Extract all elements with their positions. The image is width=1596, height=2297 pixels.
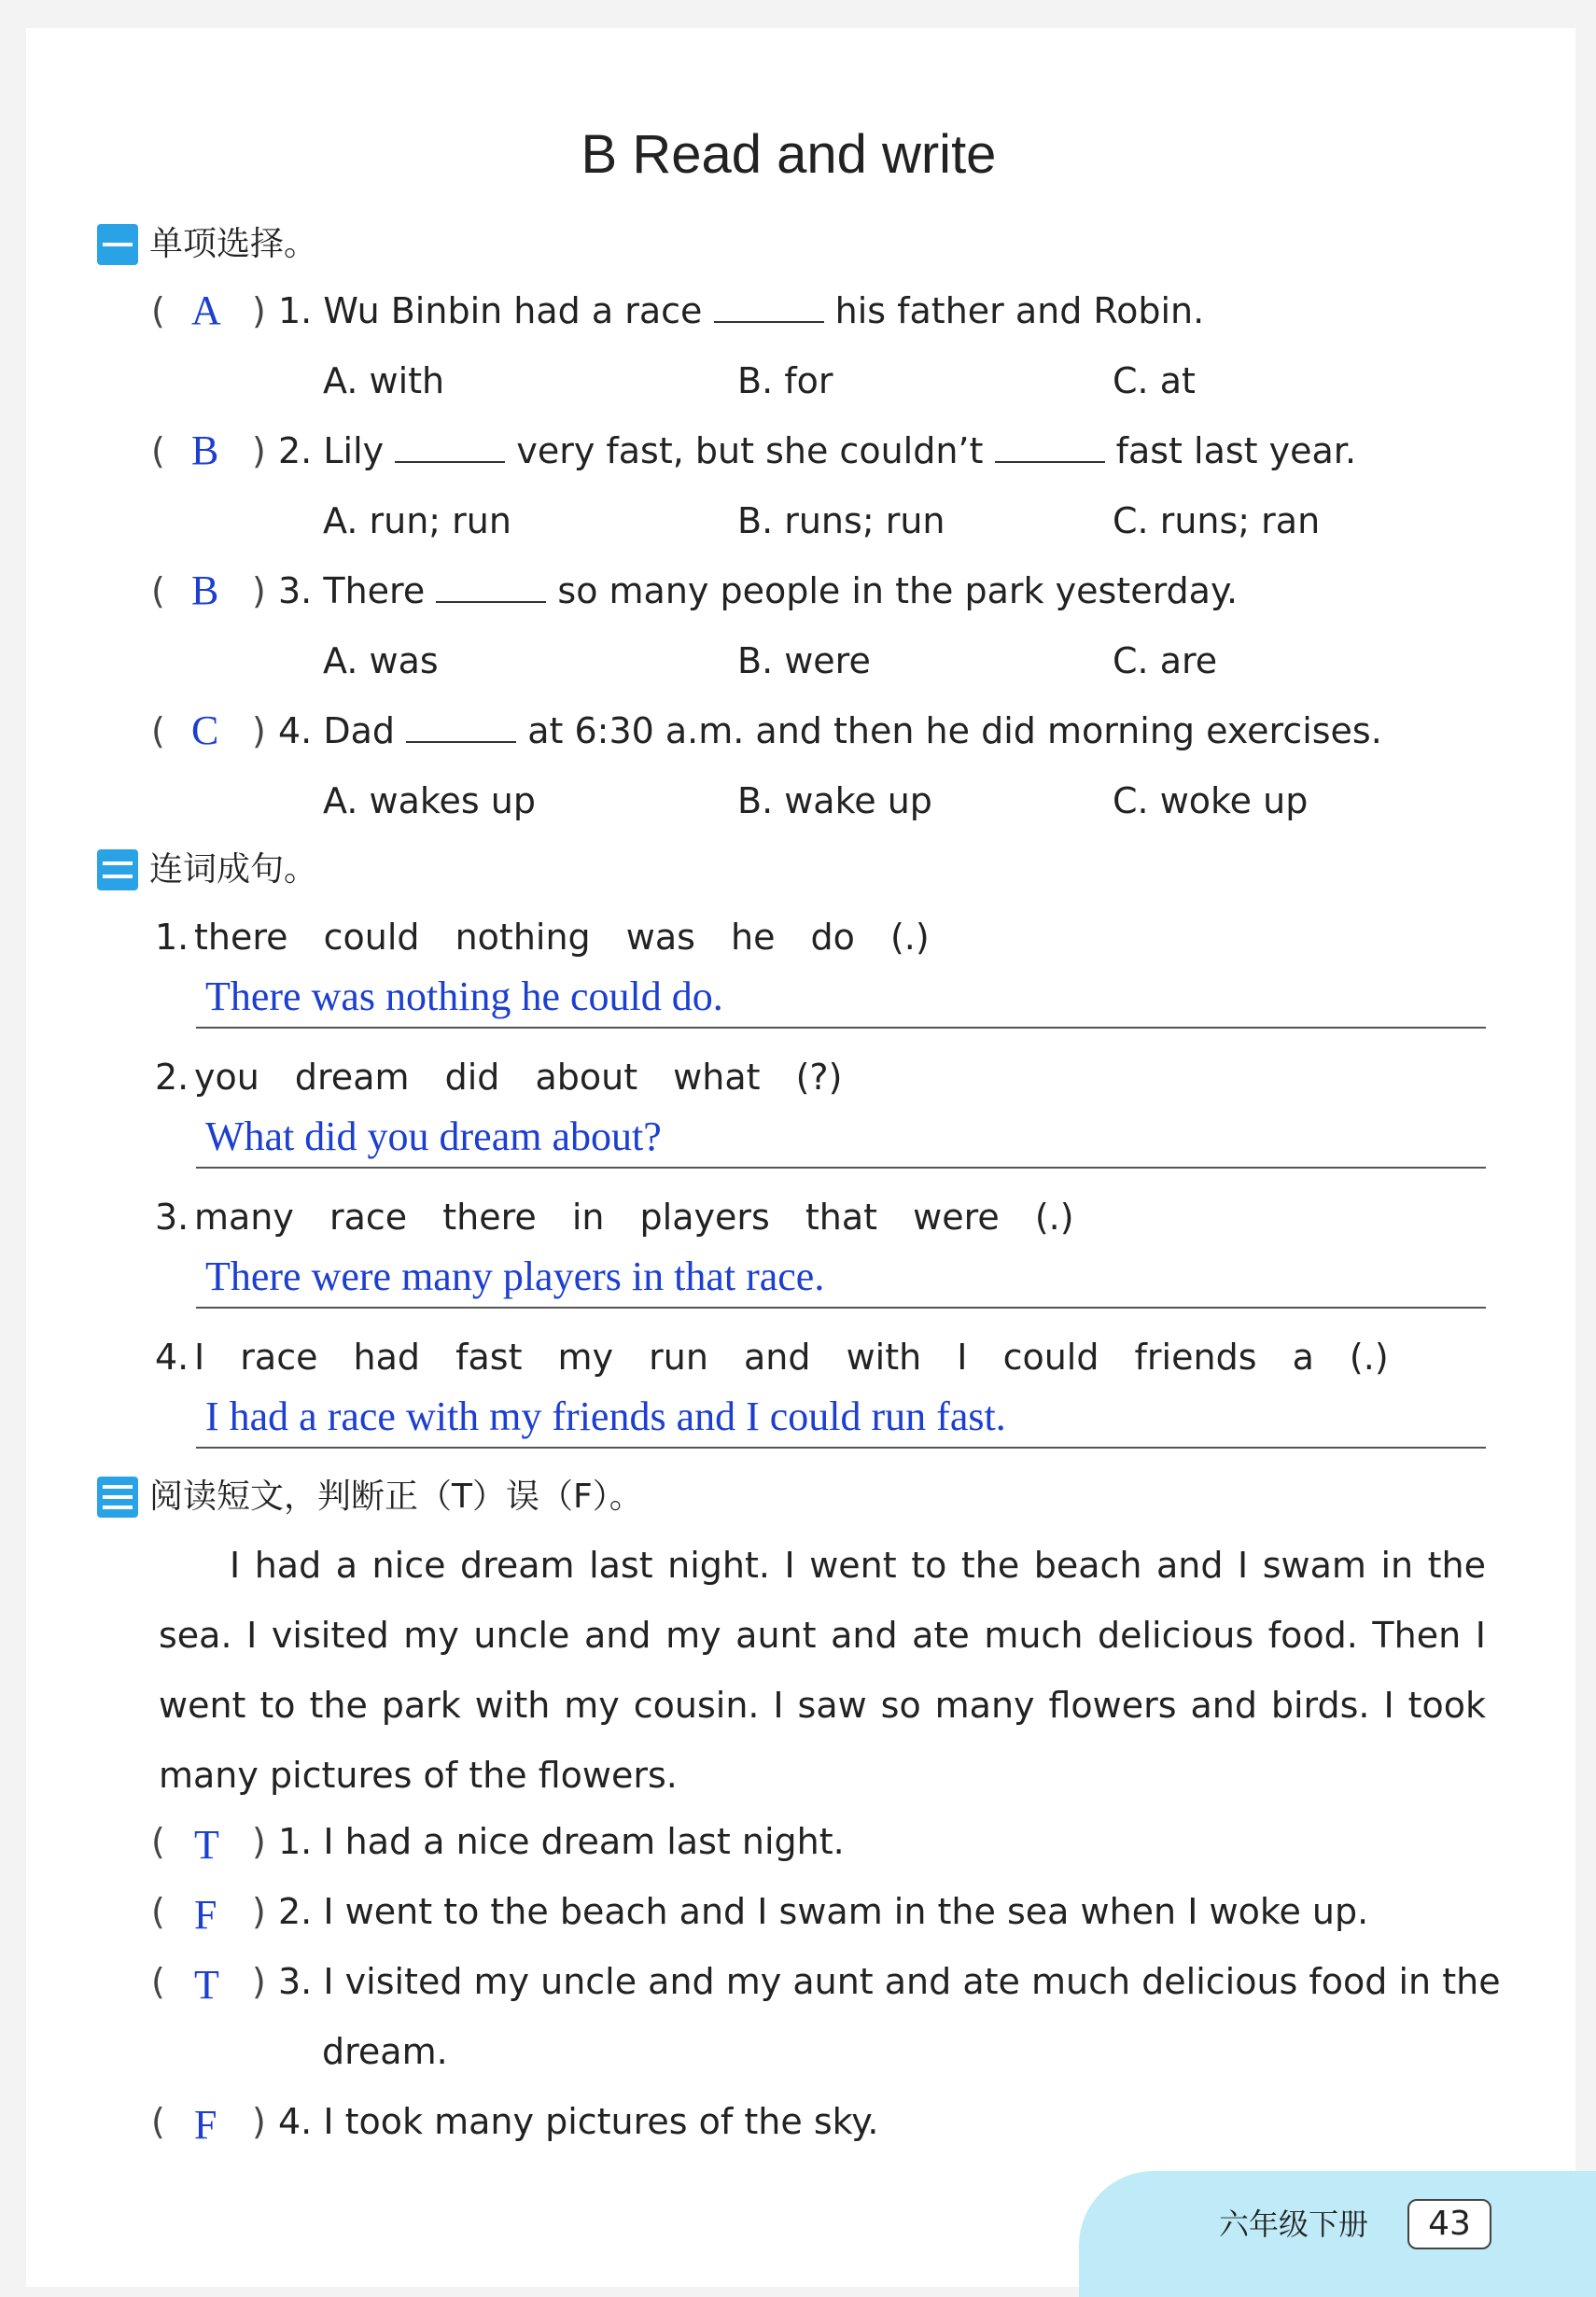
answer-paren: ( [151, 290, 165, 331]
q3-option-c: C. are [1113, 640, 1218, 681]
q1-stem: 1. Wu Binbin had a race his father and Robin. [278, 290, 1205, 331]
s3-statement4: 4. I took many pictures of the sky. [278, 2101, 879, 2142]
q2-option-c: C. runs; ran [1113, 500, 1321, 541]
section-three-icon [97, 1477, 138, 1518]
s2-item4-num: 4. [155, 1337, 189, 1378]
s2-item2-words: you dream did about what (?) [194, 1057, 843, 1098]
q4-stem: 4. Dad at 6:30 a.m. and then he did morning exercises. [278, 710, 1382, 751]
q2-option-a: A. run; run [323, 500, 511, 541]
s2-item3-words: many race there in players that were (.) [194, 1197, 1074, 1238]
q4-option-b: B. wake up [737, 780, 932, 821]
page-title: B Read and write [581, 124, 997, 185]
q1-option-b: B. for [737, 360, 833, 401]
q3-answer: B [191, 567, 219, 613]
page-number: 43 [1407, 2199, 1491, 2249]
s2-item4-answer: I had a race with my friends and I could run fast. [205, 1394, 1006, 1439]
s2-item1-num: 1. [155, 917, 189, 958]
q2-answer: B [191, 427, 219, 473]
answer-rule [196, 1307, 1486, 1309]
s3-statement4-answer: F [194, 2102, 217, 2148]
s3-statement3-answer: T [194, 1962, 219, 2008]
s3-statement1: 1. I had a nice dream last night. [278, 1821, 845, 1862]
q4-answer: C [191, 707, 219, 753]
s2-item4-words: I race had fast my run and with I could friends a (.) [194, 1337, 1389, 1378]
grade-label: 六年级下册 [1219, 2206, 1369, 2242]
q3-stem: 3. There so many people in the park yesterday. [278, 570, 1239, 611]
section-one-icon [97, 224, 138, 265]
q2-stem: 2. Lily very fast, but she couldn’t fast last year. [278, 430, 1357, 471]
s2-item2-num: 2. [155, 1057, 189, 1098]
q1-option-c: C. at [1113, 360, 1196, 401]
reading-passage: I had a nice dream last night. I went to the beach and I swam in the sea. I visited my uncle and my aunt and ate much delicious food. Then I went to the park with my cousin. I saw so many flowers and birds. I took many pictures of the flowers. [159, 1545, 1486, 1796]
s3-statement3-continued: dream. [322, 2031, 448, 2072]
q1-answer: A [191, 287, 221, 333]
s2-item2-answer: What did you dream about? [205, 1113, 662, 1159]
answer-rule [196, 1167, 1486, 1169]
q3-option-a: A. was [323, 640, 439, 681]
q2-option-b: B. runs; run [737, 500, 945, 541]
s3-statement2-answer: F [194, 1892, 217, 1938]
s3-statement2: 2. I went to the beach and I swam in the sea when I woke up. [278, 1891, 1369, 1932]
s3-statement3: 3. I visited my uncle and my aunt and ate much delicious food in the [278, 1961, 1501, 2002]
s2-item1-words: there could nothing was he do (.) [194, 917, 930, 958]
s2-item1-answer: There was nothing he could do. [205, 973, 723, 1019]
answer-rule [196, 1027, 1486, 1029]
s3-statement1-answer: T [194, 1822, 219, 1868]
s2-item3-num: 3. [155, 1197, 189, 1238]
s2-item3-answer: There were many players in that race. [205, 1254, 825, 1299]
answer-rule [196, 1447, 1486, 1449]
q4-option-c: C. woke up [1113, 780, 1309, 821]
q4-option-a: A. wakes up [323, 780, 536, 821]
section-two-icon [97, 849, 138, 890]
q1-option-a: A. with [323, 360, 445, 401]
q3-option-b: B. were [737, 640, 871, 681]
